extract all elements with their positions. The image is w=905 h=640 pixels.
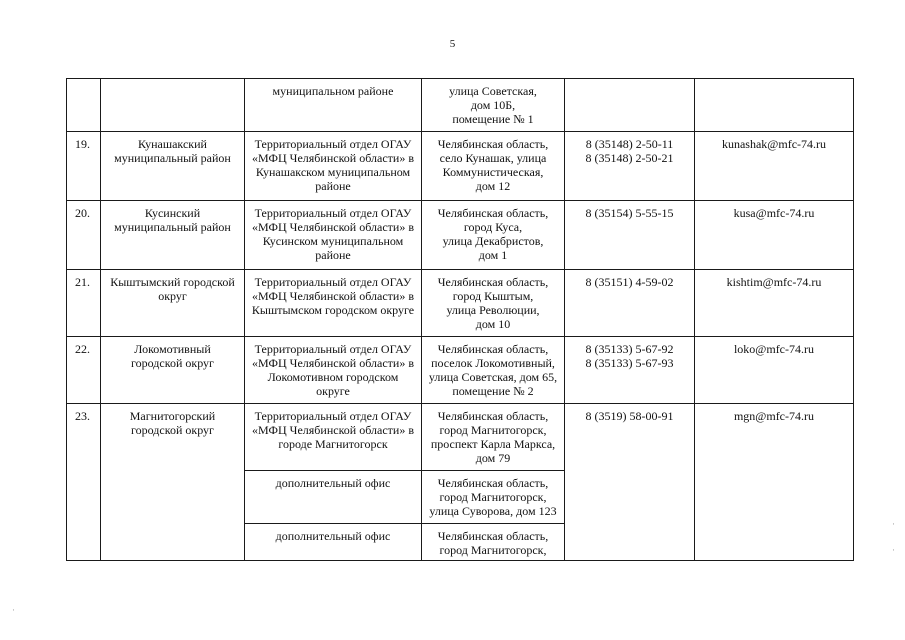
department-cell: дополнительный офис: [245, 524, 422, 561]
phone-cell: 8 (35151) 4-59-02: [565, 270, 695, 337]
scan-speck: ·: [892, 545, 895, 555]
email-cell: kunashak@mfc-74.ru: [695, 132, 854, 201]
district-cell: Кыштымский городской округ: [101, 270, 245, 337]
department-cell: Территориальный отдел ОГАУ «МФЦ Челябинской области» в Кыштымском городском округе: [245, 270, 422, 337]
department-cell: Территориальный отдел ОГАУ «МФЦ Челябинской области» в Локомотивном городском округе: [245, 337, 422, 404]
row-number-cell: [67, 79, 101, 132]
table-row: [67, 201, 854, 270]
district-cell: Кунашакский муниципальный район: [101, 132, 245, 201]
table-row: [67, 270, 854, 337]
scan-speck: ·: [892, 519, 895, 529]
phone-cell: [565, 79, 695, 132]
scan-speck: ·: [12, 605, 15, 615]
department-cell: Территориальный отдел ОГАУ «МФЦ Челябинской области» в Кунашакском муниципальном районе: [245, 132, 422, 201]
row-number-cell: 20.: [67, 201, 101, 270]
phone-cell: 8 (35154) 5-55-15: [565, 201, 695, 270]
department-cell: Территориальный отдел ОГАУ «МФЦ Челябинской области» в Кусинском муниципальном районе: [245, 201, 422, 270]
row-number-cell: 23.: [67, 404, 101, 561]
address-cell: Челябинская область, поселок Локомотивный, улица Советская, дом 65, помещение № 2: [422, 337, 565, 404]
table-row: [67, 404, 854, 471]
email-cell: [695, 79, 854, 132]
table-row: [67, 79, 854, 132]
table-row: [67, 337, 854, 404]
row-number-cell: 21.: [67, 270, 101, 337]
email-cell: mgn@mfc-74.ru: [695, 404, 854, 561]
email-cell: kusa@mfc-74.ru: [695, 201, 854, 270]
address-cell: Челябинская область, город Кыштым, улица Революции, дом 10: [422, 270, 565, 337]
department-cell: Территориальный отдел ОГАУ «МФЦ Челябинской области» в городе Магнитогорск: [245, 404, 422, 471]
district-cell: Локомотивный городской округ: [101, 337, 245, 404]
row-number-cell: 22.: [67, 337, 101, 404]
address-cell: Челябинская область, город Магнитогорск,: [422, 524, 565, 561]
phone-cell: 8 (35133) 5-67-92 8 (35133) 5-67-93: [565, 337, 695, 404]
table-row: [67, 132, 854, 201]
district-cell: Магнитогорский городской округ: [101, 404, 245, 561]
address-cell: Челябинская область, село Кунашак, улица Коммунистическая, дом 12: [422, 132, 565, 201]
department-cell: муниципальном районе: [245, 79, 422, 132]
phone-cell: 8 (3519) 58-00-91: [565, 404, 695, 561]
address-cell: Челябинская область, город Куса, улица Декабристов, дом 1: [422, 201, 565, 270]
phone-cell: 8 (35148) 2-50-11 8 (35148) 2-50-21: [565, 132, 695, 201]
row-number-cell: 19.: [67, 132, 101, 201]
district-cell: [101, 79, 245, 132]
address-cell: Челябинская область, город Магнитогорск, проспект Карла Маркса, дом 79: [422, 404, 565, 471]
department-cell: дополнительный офис: [245, 471, 422, 524]
mfc-offices-table: [66, 78, 854, 561]
district-cell: Кусинский муниципальный район: [101, 201, 245, 270]
email-cell: loko@mfc-74.ru: [695, 337, 854, 404]
address-cell: улица Советская, дом 10Б, помещение № 1: [422, 79, 565, 132]
address-cell: Челябинская область, город Магнитогорск, улица Суворова, дом 123: [422, 471, 565, 524]
page-number: 5: [449, 38, 456, 50]
email-cell: kishtim@mfc-74.ru: [695, 270, 854, 337]
